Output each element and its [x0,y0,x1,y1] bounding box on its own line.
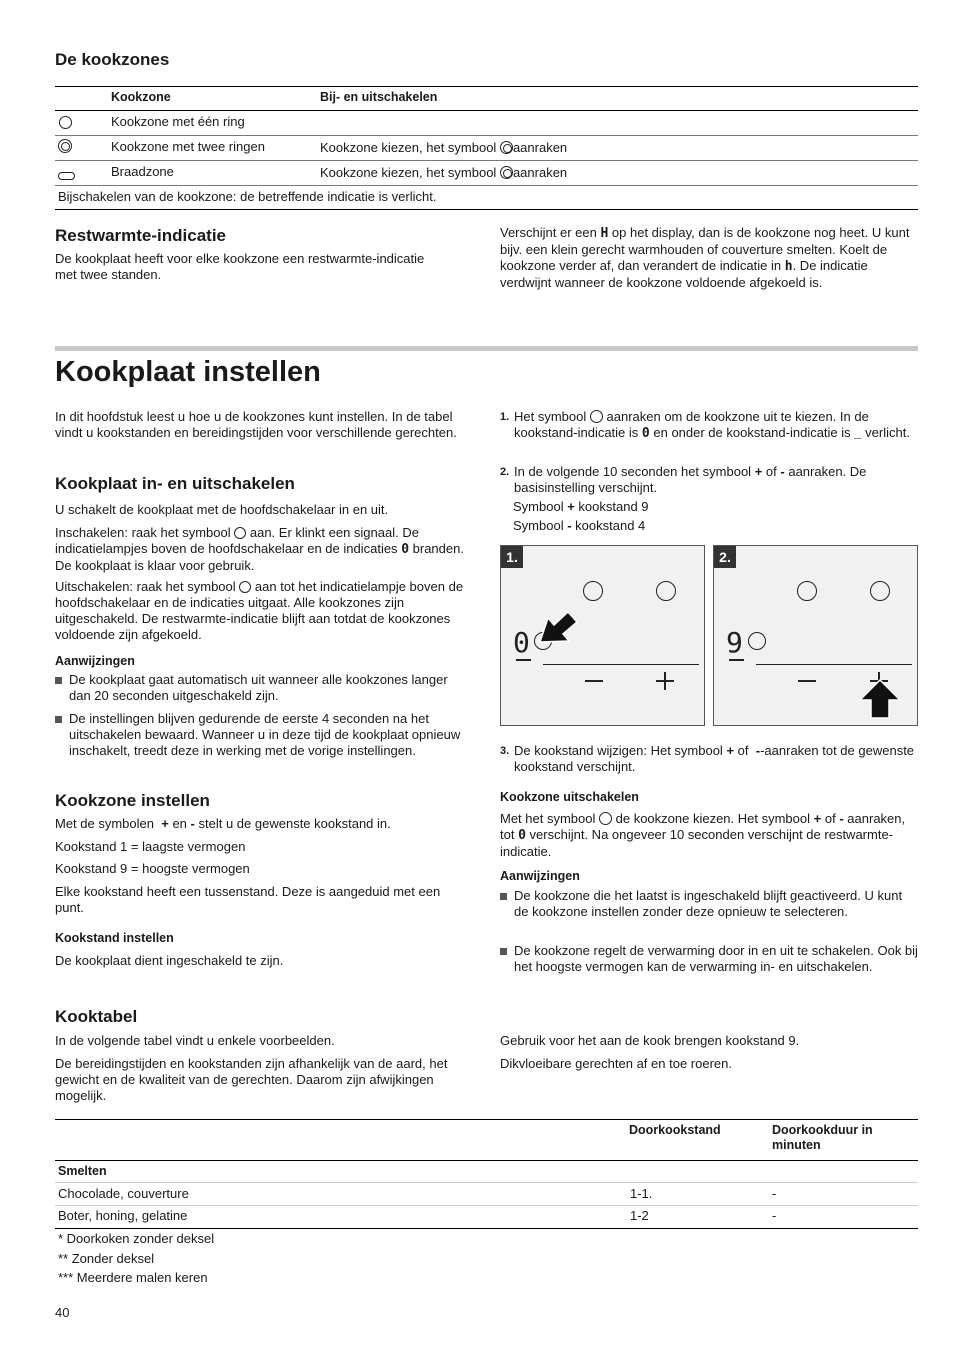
table-header-doorkookduur: Doorkookduur in minuten [772,1123,873,1152]
chapter-divider [55,346,918,351]
kooktabel-p2: De bereidingstijden en kookstanden zijn afhankelijk van de aard, het gewicht en de kwaliteit van de gerechten. Daarom zijn afwijkingen mogelijk. [55,1056,448,1103]
arrow-icon [535,610,583,652]
zone-set-p2: Kookstand 1 = laagste vermogen [55,839,246,854]
table-footer-note: Bijschakelen van de kookzone: de betreffende indicatie is verlicht. [58,189,437,204]
kooktabel-r2: Dikvloeibare gerechten af en toe roeren. [500,1056,732,1071]
double-ring-icon [58,139,72,155]
page-number: 40 [55,1305,70,1320]
table-cell-action: Kookzone kiezen, het symbool aanraken [320,165,568,180]
zone-set-p3: Kookstand 9 = hoogste vermogen [55,861,250,876]
table-cell-duur: - [772,1186,777,1201]
onoff-p1: U schakelt de kookplaat met de hoofdschakelaar in en uit. [55,502,389,517]
table-cell-name: Boter, honing, gelatine [58,1208,188,1223]
section-title-kooktabel: Kooktabel [55,1007,138,1026]
page-title: Kookplaat instellen [55,356,321,388]
double-ring-icon [500,166,513,179]
arrow-up-icon [856,678,904,720]
step-1: 1. Het symbool aanraken om de kookzone uit te kiezen. In de kookstand-indicatie is 0 en onder de kookstand-indicatie is _ verlicht. [500,409,910,441]
minus-icon [798,680,816,682]
power-icon [239,581,251,593]
footnote: ** Zonder deksel [58,1251,155,1266]
zone-off-text: Met het symbool de kookzone kiezen. Het symbool + of - aanraken, tot 0 verschijnt. Na ongeveer 10 seconden verschijnt de restwarmte-indicatie. [500,811,906,859]
display-digit: 0 [513,626,530,659]
power-icon [234,527,246,539]
h-display-symbol: H [600,226,609,241]
table-cell-zone-name: Braadzone [111,164,174,179]
list-item: De instellingen blijven gedurende de eerste 4 seconden na het uitschakelen bewaard. Wanneer u in deze tijd de kookplaat opnieuw inschakelt, treedt deze in werking met de vorige instellingen. [55,711,470,759]
restwarmte-text: De kookplaat heeft voor elke kookzone een restwarmte-indicatie met twee standen. [55,251,425,282]
double-ring-icon [500,141,513,154]
control-panel-illustration [713,545,918,726]
plus-icon [656,672,674,690]
zone-set-p4: Elke kookstand heeft een tussenstand. Deze is aangeduid met een punt. [55,884,441,915]
zero-display-symbol: 0 [401,542,410,557]
section-title-inuitschakelen: Kookplaat in- en uitschakelen [55,474,295,493]
ring-icon [797,581,817,601]
step-label: 2. [714,546,736,568]
table-cell-name: Chocolade, couverture [58,1186,189,1201]
zone-set-p1: Met de symbolen + en - stelt u de gewenste kookstand in. [55,816,391,831]
subsection-title-uitschakelen: Kookzone uitschakelen [500,790,639,804]
footnote: *** Meerdere malen keren [58,1270,208,1285]
ring-icon [748,632,766,650]
subsection-title-kookstand: Kookstand instellen [55,931,174,945]
list-item: De kookzone die het laatst is ingeschakeld blijft geactiveerd. U kunt de kookzone instellen zonder deze opnieuw te selecteren. [500,888,918,920]
ring-icon [656,581,676,601]
kookstand-text: De kookplaat dient ingeschakeld te zijn. [55,953,284,968]
list-item: De kookplaat gaat automatisch uit wanneer alle kookzones langer dan 20 seconden uitgeschakeld zijn. [55,672,470,704]
ring-icon [583,581,603,601]
onoff-p3: Uitschakelen: raak het symbool aan tot het indicatielampje boven de hoofdschakelaar en de indicaties uitgaat. Alle kookzones zijn uitgeschakeld. De restwarmte-indicatie blijft aan totdat de kookzones voldoende zijn afgekoeld. [55,579,464,642]
step-2-line: Symbool - kookstand 4 [513,518,646,533]
zero-display-symbol: 0 [641,426,650,441]
table-cell-action: Kookzone kiezen, het symbool aanraken [320,140,568,155]
display-digit: 9 [726,626,743,659]
notes-title: Aanwijzingen [500,869,580,883]
step-3: 3. De kookstand wijzigen: Het symbool + of --aanraken tot de gewenste kookstand verschijnt. [500,743,915,774]
table-section-title: Smelten [58,1164,107,1178]
roasting-zone-icon [58,168,75,184]
step-2: 2. In de volgende 10 seconden het symbool + of - aanraken. De basisinstelling verschijnt. [500,464,867,495]
kooktabel-r1: Gebruik voor het aan de kook brengen kookstand 9. [500,1033,800,1048]
onoff-p2: Inschakelen: raak het symbool aan. Er klinkt een signaal. De indicatielampjes boven de hoofdschakelaar en de indicaties 0 branden. De kookplaat is klaar voor gebruik. [55,525,464,573]
table-header-bijschakelen: Bij- en uitschakelen [320,90,438,104]
section-title-restwarmte: Restwarmte-indicatie [55,226,226,245]
ring-icon [590,410,603,423]
single-ring-icon [59,115,72,131]
table-header-doorkookstand: Doorkookstand [629,1123,721,1137]
step-label: 1. [501,546,523,568]
zero-display-symbol: 0 [518,828,526,843]
list-item: De kookzone regelt de verwarming door in en uit te schakelen. Ook bij het hoogste vermogen kan de verwarming in- en uitschakelen. [500,943,918,975]
minus-icon [585,680,603,682]
notes-title: Aanwijzingen [55,654,135,668]
table-cell-zone-name: Kookzone met één ring [111,114,245,129]
section-title-kookzones: De kookzones [55,50,170,69]
step-2-line: Symbool + kookstand 9 [513,499,649,514]
section-title-kookzone-instellen: Kookzone instellen [55,791,210,810]
table-cell-zone-name: Kookzone met twee ringen [111,139,265,154]
table-cell-stand: 1-2 [630,1208,649,1223]
control-panel-illustration [500,545,705,726]
restwarmte-right-text: Verschijnt er een H op het display, dan is de kookzone nog heet. U kunt bijv. een klein gerecht warmhouden of couverture smelten. Koelt de kookzone verder af, dan verandert de indicatie in h. De indicatie verdwijnt wanneer de kookzone voldoende afgekoeld is. [500,225,910,290]
ring-icon [599,812,612,825]
table-cell-duur: - [772,1208,777,1223]
footnote: * Doorkoken zonder deksel [58,1231,215,1246]
table-cell-stand: 1-1. [630,1186,653,1201]
table-header-kookzone: Kookzone [111,90,171,104]
kooktabel-p1: In de volgende tabel vindt u enkele voorbeelden. [55,1033,335,1048]
intro-text: In dit hoofdstuk leest u hoe u de kookzones kunt instellen. In de tabel vindt u kookstanden en bereidingstijden voor verschillende gerechten. [55,409,457,440]
h-display-symbol: h [784,259,793,274]
ring-icon [870,581,890,601]
